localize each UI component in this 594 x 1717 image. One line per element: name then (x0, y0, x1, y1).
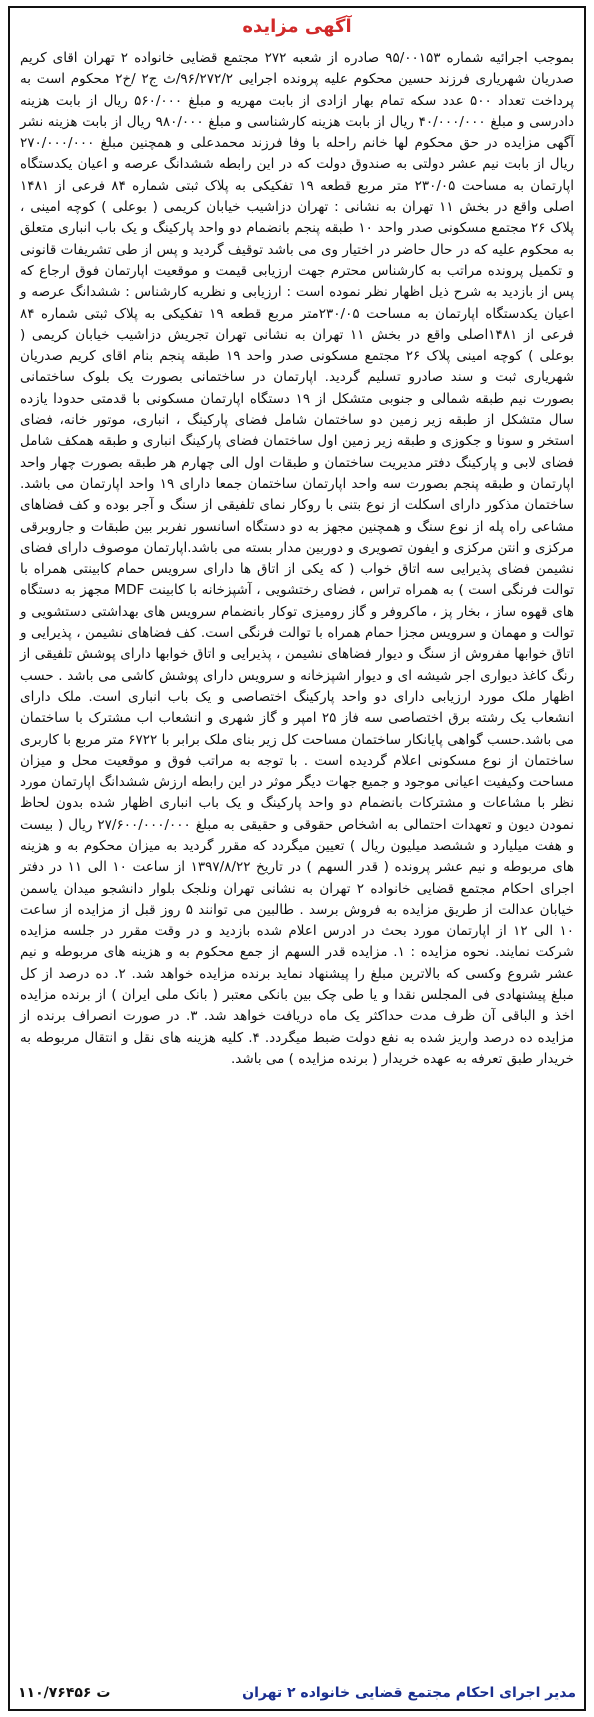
signer-line: مدیر اجرای احکام مجتمع قضایی خانواده ۲ تهران (242, 1685, 576, 1701)
notice-body: بموجب اجرائیه شماره ۹۵/۰۰۱۵۳ صادره از شعبه ۲۷۲ مجتمع قضایی خانواده ۲ تهران اقای کریم صدریان شهریاری فرزند حسین محکوم علیه پرونده اجرایی ۹۶/۲۷۲/۲/ث ج۲ /خ۲ محکوم است به پرداخت تعداد ۵۰۰ عدد سکه تمام بهار ازادی از بابت مهریه و مبلغ ۵۶۰/۰۰۰ ریال از بابت هزینه دادرسی و مبلغ ۴۰/۰۰۰/۰۰۰ ریال از بابت هزینه کارشناسی و مبلغ ۹۸۰/۰۰۰ ریال از بابت هزینه نشر آگهی مزایده در حق محکوم لها خانم راحله با وفا فرزند محمدعلی و همچنین مبلغ ۲۷۰/۰۰۰/۰۰۰ ریال از بابت نیم عشر دولتی به صندوق دولت که در این رابطه ششدانگ عرصه و اعیان یکدستگاه اپارتمان به مساحت ۲۳۰/۰۵ متر مربع قطعه ۱۹ تفکیکی به پلاک ثبتی شماره ۸۴ فرعی از ۱۴۸۱ اصلی واقع در بخش ۱۱ تهران به نشانی : تهران دزاشیب خیابان کریمی ( بوعلی ) کوچه امینی ، پلاک ۲۶ مجتمع مسکونی صدر واحد ۱۰ طبقه پنجم بانضمام دو واحد پارکینگ و یک باب انباری متعلق به محکوم علیه که در حال حاضر در اختیار وی می باشد توقیف گردید و پس از طی تشریفات قانونی و تکمیل پرونده مراتب به کارشناس محترم جهت ارزیابی قیمت و موقعیت اپارتمان فوق ارجاع که پس از بازدید به شرح ذیل اظهار نظر نموده است : ارزیابی و نظریه کارشناس : ششدانگ عرصه و اعیان یکدستگاه اپارتمان به مساحت ۲۳۰/۰۵متر مربع قطعه ۱۹ تفکیکی به پلاک ثبتی شماره ۸۴ فرعی از ۱۴۸۱اصلی واقع در بخش ۱۱ تهران به نشانی تهران تجریش دزاشیب خیابان کریمی ( بوعلی ) کوچه امینی پلاک ۲۶ مجتمع مسکونی صدر واحد ۱۹ طبقه پنجم بنام اقای کریم صدریان شهریاری ثبت و سند صادرو تسلیم گردید. اپارتمان در ساختمانی بصورت یک بلوک ساختمانی بصورت نیم طبقه شمالی و جنوبی متشکل از ۱۹ دستگاه اپارتمان مسکونی با قدمتی حدودا یازده سال متشکل از طبقه زیر زمین دو ساختمان شامل فضای پارکینگ ، انباری، موتور خانه، فضای استخر و سونا و جکوزی و طبقه زیر زمین اول ساختمان فضای پارکینگ انباری و طبقه همکف شامل فضای لابی و پارکینگ دفتر مدیریت ساختمان و طبقات اول الی چهارم هر طبقه بصورت چهار واحد اپارتمان و طبقه پنجم بصورت سه واحد اپارتمان ساختمان جمعا دارای ۱۹ واحد اپارتمان می باشد. ساختمان مذکور دارای اسکلت از نوع بتنی با روکار نمای تلفیقی از سنگ و آجر بوده و کف فضاهای مشاعی راه پله از نوع سنگ و همچنین مجهز به دو دستگاه اسانسور نفربر بین طبقات و جاروبرقی مرکزی و انتن مرکزی و ایفون تصویری و دوربین مدار بسته می باشد.اپارتمان موصوف دارای فضای نشیمن فضای پذیرایی سه اتاق خواب ( که یکی از اتاق ها دارای سرویس حمام کابینتی همراه با توالت فرنگی است ) به همراه تراس ، فضای رختشویی ، آشپزخانه با کابینت MDF مجهز به دستگاه های قهوه ساز ، بخار پز ، ماکروفر و گاز رومیزی توکار بانضمام سرویس های بهداشتی دستشویی و توالت و مهمان و سرویس مجزا حمام همراه با توالت فرنگی است. کف فضاهای نشیمن ، پذیرایی و اتاق خوابها مفروش از سنگ و دیوار فضاهای نشیمن ، پذیرایی و اتاق خوابها دارای پوشش تلفیقی از رنگ کاغذ دیواری اجر شیشه ای و دیوار اشپزخانه و سرویس دارای پوشش کاشی می باشد . حسب اظهار ملک مورد ارزیابی دارای دو واحد پارکینگ اختصاصی و یک باب انباری است. ملک دارای انشعاب یک رشته برق اختصاصی سه فاز ۲۵ امپر و گاز شهری و انشعاب اب مشترک با ساختمان می باشد.حسب گواهی پایانکار ساختمان مساحت کل زیر بنای ملک برابر با ۶۷۲۲ متر مربع با کاربری ساختمان از نوع مسکونی اعلام گردیده است . با توجه به مراتب فوق و موقعیت محل و میزان مساحت وکیفیت اعیانی موجود و جمیع جهات دیگر موثر در این رابطه ارزش ششدانگ اپارتمان مورد نظر با مشاعات و مشترکات بانضمام دو واحد پارکینگ و یک باب انباری اظهار شده بدون لحاظ نمودن دیون و تعهدات احتمالی به اشخاص حقوقی و حقیقی به مبلغ ۲۷/۶۰۰/۰۰۰/۰۰۰ ریال ( بیست و هفت میلیارد و ششصد میلیون ریال ) تعیین میگردد که مقرر گردید به میزان محکوم به و هزینه های مربوطه و نیم عشر پرونده ( قدر السهم ) در تاریخ ۱۳۹۷/۸/۲۲ از ساعت ۱۰ الی ۱۱ در دفتر اجرای احکام مجتمع قضایی خانواده ۲ تهران به نشانی تهران ونلجک بلوار دانشجو میدان یاسمن خیابان عدالت از طریق مزایده به فروش برسد . طالبین می توانند ۵ روز قبل از مزایده از ساعت ۱۰ الی ۱۲ از اپارتمان مورد بحث در ادرس اعلام شده بازدید و در وقت مقرر در جلسه مزایده شرکت نمایند. نحوه مزایده : ۱. مزایده قدر السهم از جمع محکوم به و هزینه های مربوطه و نیم عشر شروع وکسی که بالاترین مبلغ را پیشنهاد نماید برنده مزایده خواهد شد. ۲. ده درصد از کل مبلغ پیشنهادی فی المجلس نقدا و یا طی چک بین بانکی معتبر ( بانک ملی ایران ) از برنده مزایده اخذ و الباقی آن ظرف مدت حداکثر یک ماه دریافت خواهد شد. ۳. در صورت انصراف برنده از مزایده ده درصد واریز شده به نفع دولت ضبط میگردد. ۴. کلیه هزینه های نقل و انتقال مربوطه به خریدار طبق تعرفه به عهده خریدار ( برنده مزایده ) می باشد. (20, 50, 575, 1067)
notice-footer (18, 1685, 576, 1701)
notice-code: ۱۱۰/۷۶۴۵۶ ت (18, 1685, 111, 1701)
notice-title: آگهی مزایده (242, 16, 352, 37)
auction-notice (8, 6, 586, 1711)
